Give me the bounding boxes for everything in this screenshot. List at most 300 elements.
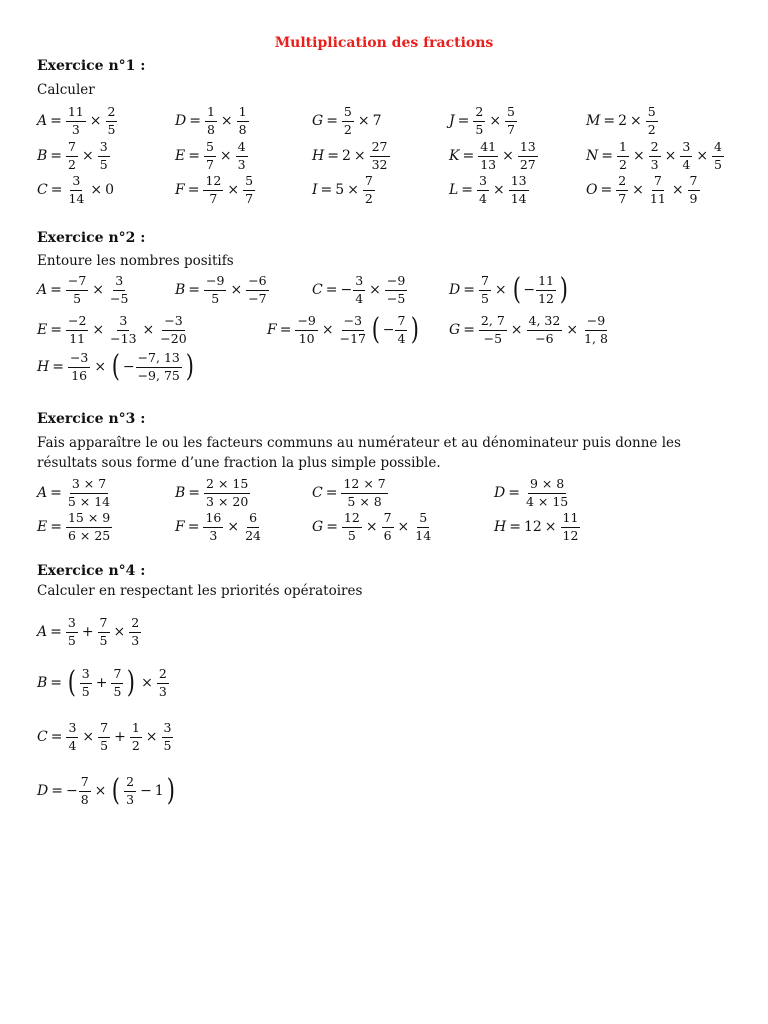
term: 0 (105, 182, 115, 198)
equals-sign: = (462, 148, 475, 164)
equals-sign: = (601, 148, 613, 164)
numerator: 4 (236, 141, 248, 157)
operator: × (664, 148, 677, 164)
fraction (243, 175, 255, 205)
fraction (203, 512, 223, 542)
operator: + (114, 729, 126, 745)
fraction (157, 668, 169, 698)
denominator: 3 (158, 683, 167, 699)
expression (37, 773, 177, 808)
denominator: 7 (245, 190, 254, 206)
variable-name: B (175, 282, 186, 298)
denominator: 12 (538, 290, 555, 306)
denominator: 10 (298, 330, 315, 346)
denominator: 3 (650, 156, 659, 172)
denominator: 27 (519, 156, 536, 172)
variable-name: C (312, 282, 323, 298)
expression (312, 478, 389, 508)
fraction (66, 722, 78, 752)
denominator: 4 × 15 (525, 493, 569, 509)
fraction (79, 776, 91, 806)
numerator: −7, 13 (136, 352, 182, 368)
operator: × (494, 282, 507, 298)
operator: × (357, 113, 370, 129)
fraction (395, 315, 407, 345)
equals-sign: = (50, 148, 63, 164)
expression (494, 512, 581, 542)
denominator: 2 (68, 156, 76, 172)
numerator: 5 (505, 106, 517, 122)
denominator: 7 (205, 156, 214, 172)
variable-name: C (312, 485, 323, 501)
equals-sign: = (600, 182, 613, 198)
denominator: 5 (163, 737, 172, 753)
equals-sign: = (50, 519, 62, 535)
numerator: 2 (106, 106, 118, 122)
variable-name: D (494, 485, 506, 501)
denominator: 2 (343, 121, 352, 137)
fraction (649, 141, 661, 171)
numerator: 7 (652, 175, 664, 191)
paren-close: ) (411, 312, 420, 347)
variable-name: E (37, 322, 48, 338)
equals-sign: = (509, 519, 521, 535)
operator: + (95, 675, 108, 691)
numerator: 6 (247, 512, 259, 528)
numerator: 7 (98, 617, 110, 633)
denominator: 4 (479, 190, 487, 206)
numerator: 2 (129, 617, 141, 633)
denominator: 3 (126, 791, 135, 807)
denominator: 11 (69, 330, 86, 346)
denominator: 8 (80, 791, 89, 807)
numerator: −3 (342, 315, 364, 331)
expression (37, 722, 174, 752)
operator: × (369, 282, 381, 298)
operator: × (94, 359, 107, 375)
numerator: 2 (616, 175, 628, 191)
expression (175, 275, 270, 305)
denominator: 14 (415, 527, 432, 543)
numerator: −9 (585, 315, 607, 331)
term: − (340, 282, 353, 298)
variable-name: C (37, 729, 48, 745)
exercise-2-title: Exercice n°2 : (37, 230, 146, 246)
denominator: −5 (386, 290, 406, 306)
fraction (561, 512, 581, 542)
equals-sign: = (279, 322, 292, 338)
expression (175, 106, 250, 136)
numerator: 3 (117, 315, 129, 331)
operator: × (321, 322, 334, 338)
denominator: −9, 75 (137, 367, 180, 383)
numerator: 7 (111, 668, 123, 684)
expression (586, 141, 725, 171)
operator: × (219, 148, 232, 164)
equals-sign: = (187, 182, 200, 198)
expression (175, 478, 251, 508)
numerator: 1 (617, 141, 629, 157)
denominator: −20 (160, 330, 187, 346)
variable-name: D (175, 113, 187, 129)
term: 5 (335, 182, 345, 198)
operator: × (492, 182, 505, 198)
fraction (162, 722, 174, 752)
numerator: 13 (509, 175, 529, 191)
denominator: 5 × 8 (347, 493, 382, 509)
paren-open: ( (112, 773, 121, 808)
denominator: 5 (347, 527, 356, 543)
fraction (353, 275, 365, 305)
denominator: 1, 8 (584, 330, 608, 346)
operator: × (92, 282, 105, 298)
denominator: 6 × 25 (67, 527, 111, 543)
fraction (370, 141, 390, 171)
fraction (204, 478, 250, 508)
fraction (203, 175, 223, 205)
fraction (66, 315, 88, 345)
variable-name: F (267, 322, 277, 338)
operator: × (145, 729, 158, 745)
denominator: 7 (507, 121, 515, 137)
expression (312, 106, 382, 136)
variable-name: B (175, 485, 186, 501)
numerator: 7 (479, 275, 491, 291)
numerator: −6 (246, 275, 268, 291)
operator: × (365, 519, 378, 535)
equals-sign: = (50, 485, 62, 501)
numerator: 2 (649, 141, 661, 157)
denominator: 3 (71, 121, 80, 137)
variable-name: H (494, 519, 507, 535)
denominator: 8 (238, 121, 247, 137)
denominator: 5 (100, 737, 109, 753)
numerator: 1 (130, 722, 142, 738)
variable-name: B (37, 148, 48, 164)
denominator: 8 (206, 121, 215, 137)
fraction (295, 315, 317, 345)
denominator: 24 (245, 527, 261, 543)
fraction (648, 175, 668, 205)
denominator: 5 (714, 156, 722, 172)
exercise-1-title: Exercice n°1 : (37, 58, 146, 74)
variable-name: F (175, 182, 185, 198)
expression (494, 478, 571, 508)
operator: × (220, 113, 233, 129)
equals-sign: = (326, 113, 338, 129)
numerator: 13 (518, 141, 538, 157)
fraction (473, 106, 485, 136)
fraction (129, 617, 141, 647)
operator: × (353, 148, 366, 164)
equals-sign: = (50, 624, 62, 640)
numerator: 16 (203, 512, 223, 528)
expression (586, 175, 701, 205)
operator: × (671, 182, 684, 198)
numerator: 3 (353, 275, 365, 291)
expression (37, 315, 190, 345)
variable-name: G (449, 322, 461, 338)
numerator: 7 (363, 175, 375, 191)
variable-name: E (37, 519, 48, 535)
numerator: 15 × 9 (66, 512, 112, 528)
equals-sign: = (603, 113, 616, 129)
numerator: 2, 7 (479, 315, 507, 331)
expression (37, 665, 170, 700)
denominator: 4 (682, 156, 691, 172)
denominator: 5 (81, 683, 90, 699)
fraction (136, 352, 182, 382)
term: − (382, 322, 395, 338)
denominator: 5 (475, 121, 484, 137)
expression (312, 512, 434, 542)
term: 12 (523, 519, 542, 535)
numerator: 7 (395, 315, 407, 331)
variable-name: L (449, 182, 459, 198)
variable-name: J (449, 113, 455, 129)
equals-sign: = (187, 519, 200, 535)
denominator: 5 (67, 632, 76, 648)
exercise-1-instruction: Calculer (37, 82, 95, 98)
equals-sign: = (188, 485, 201, 501)
variable-name: G (312, 113, 324, 129)
numerator: 2 (473, 106, 485, 122)
denominator: 13 (480, 156, 497, 172)
expression (175, 141, 249, 171)
exercise-2-instruction: Entoure les nombres positifs (37, 253, 234, 269)
variable-name: A (37, 624, 48, 640)
expression (449, 272, 571, 307)
equals-sign: = (50, 282, 62, 298)
equals-sign: = (51, 783, 63, 799)
fraction (108, 275, 130, 305)
operator: + (81, 624, 94, 640)
numerator: 4, 32 (527, 315, 563, 331)
variable-name: A (37, 485, 48, 501)
exercise-4-title: Exercice n°4 : (37, 563, 146, 579)
fraction (616, 175, 628, 205)
numerator: −9 (385, 275, 407, 291)
numerator: 12 × 7 (341, 478, 387, 494)
expression (37, 617, 142, 647)
equals-sign: = (189, 113, 201, 129)
operator: × (632, 182, 644, 198)
variable-name: A (37, 282, 48, 298)
fraction (385, 275, 407, 305)
operator: × (82, 729, 95, 745)
term: − (523, 282, 536, 298)
equals-sign: = (188, 148, 200, 164)
fraction (204, 141, 216, 171)
equals-sign: = (320, 182, 333, 198)
operator: × (397, 519, 410, 535)
fraction (478, 141, 498, 171)
expression (312, 141, 391, 171)
paren-close: ) (127, 665, 136, 700)
denominator: 4 (397, 330, 406, 346)
operator: × (502, 148, 514, 164)
fraction (158, 315, 188, 345)
fraction (338, 315, 368, 345)
numerator: 2 × 15 (204, 478, 250, 494)
operator: × (566, 322, 579, 338)
numerator: 9 × 8 (528, 478, 566, 494)
equals-sign: = (463, 322, 475, 338)
paren-close: ) (166, 773, 175, 808)
variable-name: B (37, 675, 48, 691)
fraction (66, 106, 86, 136)
denominator: 2 (647, 121, 656, 137)
fraction (246, 275, 268, 305)
variable-name: H (312, 148, 325, 164)
operator: × (632, 148, 645, 164)
denominator: 5 (211, 290, 220, 306)
numerator: 1 (205, 106, 217, 122)
denominator: 7 (209, 190, 218, 206)
expression (37, 512, 113, 542)
numerator: 3 (66, 617, 78, 633)
fraction (680, 141, 692, 171)
equals-sign: = (508, 485, 520, 501)
fraction (505, 106, 517, 136)
operator: × (92, 322, 105, 338)
denominator: 4 (68, 737, 77, 753)
paren-close: ) (185, 349, 194, 384)
numerator: 12 (342, 512, 362, 528)
denominator: −13 (110, 330, 137, 346)
equals-sign: = (188, 282, 201, 298)
term: 2 (341, 148, 351, 164)
denominator: 32 (371, 156, 388, 172)
numerator: 5 (243, 175, 255, 191)
paren-open: ( (67, 665, 76, 700)
fraction (108, 315, 138, 345)
equals-sign: = (50, 322, 62, 338)
numerator: 5 (417, 512, 429, 528)
expression (37, 175, 114, 205)
denominator: 5 (107, 121, 116, 137)
operator: × (141, 675, 153, 691)
operator: × (90, 182, 103, 198)
denominator: 5 (480, 290, 489, 306)
fraction (617, 141, 629, 171)
expression (312, 175, 376, 205)
equals-sign: = (50, 182, 63, 198)
fraction (688, 175, 700, 205)
equals-sign: = (50, 675, 63, 691)
operator: × (230, 282, 243, 298)
numerator: 3 (162, 722, 174, 738)
denominator: 3 (131, 632, 140, 648)
denominator: 7 (618, 190, 627, 206)
denominator: 12 (562, 527, 579, 543)
expression (175, 512, 264, 542)
numerator: 11 (66, 106, 86, 122)
numerator: 12 (203, 175, 223, 191)
expression (37, 275, 131, 305)
denominator: 3 (237, 156, 246, 172)
fraction (479, 315, 507, 345)
expression (37, 141, 111, 171)
operator: × (227, 519, 240, 535)
paren-open: ( (512, 272, 521, 307)
fraction (124, 776, 136, 806)
denominator: 14 (68, 190, 85, 206)
denominator: 5 (73, 290, 82, 306)
equals-sign: = (325, 282, 338, 298)
paren-open: ( (371, 312, 380, 347)
variable-name: D (449, 282, 461, 298)
variable-name: C (37, 182, 48, 198)
fraction (243, 512, 263, 542)
numerator: −7 (66, 275, 88, 291)
equals-sign: = (461, 182, 474, 198)
expression (586, 106, 659, 136)
fraction (80, 668, 92, 698)
denominator: 11 (649, 190, 666, 206)
denominator: −6 (535, 330, 554, 346)
denominator: 5 (99, 632, 108, 648)
fraction (68, 352, 90, 382)
numerator: −3 (162, 315, 184, 331)
fraction (130, 722, 142, 752)
operator: × (347, 182, 359, 198)
operator: × (544, 519, 557, 535)
numerator: 11 (561, 512, 581, 528)
fraction (106, 106, 118, 136)
denominator: 3 (209, 527, 218, 543)
fraction (111, 668, 123, 698)
equals-sign: = (326, 519, 338, 535)
fraction (382, 512, 394, 542)
paren-close: ) (559, 272, 568, 307)
denominator: 14 (510, 190, 527, 206)
variable-name: H (37, 359, 50, 375)
numerator: 5 (204, 141, 216, 157)
equals-sign: = (52, 359, 64, 375)
numerator: 5 (342, 106, 354, 122)
expression (449, 141, 539, 171)
numerator: 3 × 7 (70, 478, 108, 494)
variable-name: F (175, 519, 185, 535)
numerator: 7 (66, 141, 78, 157)
fraction (582, 315, 610, 345)
numerator: 5 (646, 106, 658, 122)
denominator: 4 (355, 290, 364, 306)
fraction (342, 512, 362, 542)
fraction (527, 315, 563, 345)
numerator: −9 (204, 275, 226, 291)
fraction (509, 175, 529, 205)
equals-sign: = (327, 148, 339, 164)
term: 2 (618, 113, 627, 129)
operator: × (94, 783, 107, 799)
numerator: 7 (98, 722, 110, 738)
expression (37, 106, 118, 136)
operator: × (630, 113, 642, 129)
fraction (237, 106, 249, 136)
denominator: −17 (339, 330, 367, 346)
denominator: 6 (383, 527, 392, 543)
variable-name: I (312, 182, 318, 198)
fraction (66, 617, 78, 647)
denominator: 2 (364, 190, 373, 206)
numerator: 3 (66, 722, 78, 738)
denominator: 2 (131, 737, 140, 753)
denominator: 5 (113, 683, 122, 699)
variable-name: O (586, 182, 598, 198)
denominator: −5 (110, 290, 129, 306)
